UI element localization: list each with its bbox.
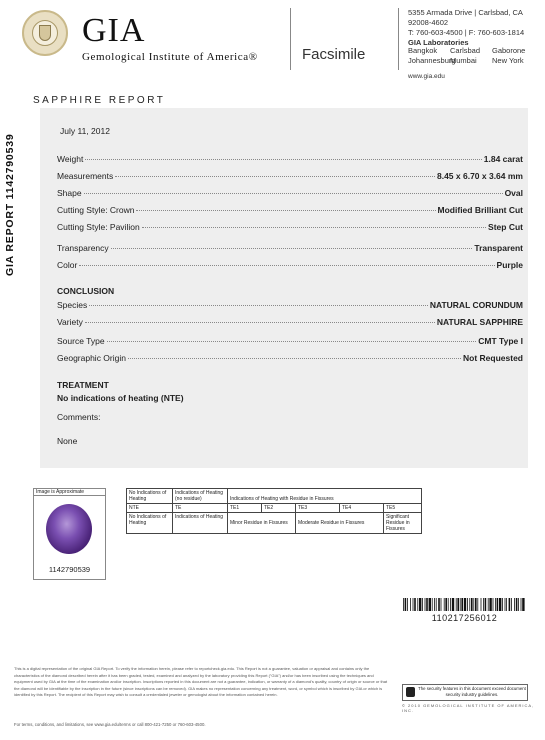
field-value: Transparent — [474, 243, 523, 253]
lab-cities — [408, 46, 534, 66]
terms-text: For terms, conditions, and limitations, see www.gia.edu/terms or call 800-421-7250 or 760-603-4500. — [14, 722, 206, 727]
sapphire-image — [46, 504, 92, 554]
treatment-value: No indications of heating (NTE) — [57, 393, 184, 403]
image-approx-label: Image is Approximate — [34, 489, 105, 496]
field-value: CMT Type I — [478, 336, 523, 346]
city: Carlsbad — [450, 46, 481, 55]
city: Bangkok — [408, 46, 438, 55]
city: Johannesburg — [408, 56, 456, 65]
field-weight — [57, 154, 523, 164]
disclaimer-text: This is a digital representation of the original GIA Report. To verify the information herein, please refer to reportcheck.gia.edu. This Report is not a guarantee, valuation or appraisal and contains only the characteristics of the diamond described herein after it has been graded, tested, examined and analyzed by the laboratory providing this Report ("GIA") and/or has been inscribed using the techniques and equipment used by GIA at the time of the examination and/or inscription. Inscriptions reported in this document are not a guarantee, indication, or warranty of a diamond's quality, country of origin or source or that the diamond will be identifiable by the inscription in the future (since inscriptions can be removed). GIA makes no representation concerning any treatment, word, or symbol which is inscribed by GIA or which is identified by this Report. The recipient of this Report may wish to consult a credentialed jeweler or gemologist about the information contained herein. — [14, 666, 388, 697]
heat-code: TE4 — [340, 504, 384, 513]
field-value: Not Requested — [463, 353, 523, 363]
heat-code: TE2 — [262, 504, 296, 513]
field-cutting-crown — [57, 205, 523, 215]
facsimile-label: Facsimile — [302, 46, 366, 63]
gia-seal-logo — [22, 10, 68, 56]
heat-desc: Moderate Residue in Fissures — [296, 513, 384, 534]
field-shape — [57, 188, 523, 198]
header-divider — [398, 8, 399, 70]
gia-logo-text: GIA — [82, 12, 146, 49]
field-cutting-pavilion — [57, 222, 523, 232]
comments-value: None — [57, 436, 78, 446]
field-value: NATURAL CORUNDUM — [429, 300, 523, 310]
field-label: Species — [57, 300, 88, 310]
heat-code: TE5 — [384, 504, 422, 513]
field-label: Cutting Style: Pavilion — [57, 222, 140, 232]
side-report-number — [4, 133, 18, 280]
website-link[interactable]: www.gia.edu — [408, 73, 445, 80]
copyright-text: © 2010 GEMOLOGICAL INSTITUTE OF AMERICA, INC. — [402, 703, 535, 713]
heat-desc: Significant Residue in Fissures — [384, 513, 422, 534]
heat-header: Indications of Heating (no residue) — [173, 489, 228, 504]
lock-icon — [406, 687, 415, 697]
barcode-number: 110217256012 — [431, 613, 498, 623]
conclusion-heading: CONCLUSION — [57, 286, 115, 296]
heat-desc: Indications of Heating — [173, 513, 228, 534]
field-label: Color — [57, 260, 78, 270]
city: New York — [492, 56, 524, 65]
heat-code: TE3 — [296, 504, 340, 513]
heat-desc: No Indications of Heating — [127, 513, 173, 534]
phone-line: T: 760-603-4500 | F: 760-603-1814 — [408, 28, 525, 37]
heat-header: Indications of Heating with Residue in Fissures — [228, 489, 422, 504]
field-label: Geographic Origin — [57, 353, 126, 363]
heat-code: TE — [173, 504, 228, 513]
field-label: Weight — [57, 154, 84, 164]
treatment-heading: TREATMENT — [57, 380, 109, 390]
header-divider — [290, 8, 291, 70]
field-measurements — [57, 171, 523, 181]
field-color — [57, 260, 523, 270]
heat-desc: Minor Residue in Fissures — [228, 513, 296, 534]
field-label: Shape — [57, 188, 82, 198]
heat-code: TE1 — [228, 504, 262, 513]
field-value: 8.45 x 6.70 x 3.64 mm — [436, 171, 523, 181]
side-report-number-text: GIA REPORT 1142790539 — [4, 133, 16, 276]
comments-label: Comments: — [57, 412, 101, 422]
field-label: Cutting Style: Crown — [57, 205, 135, 215]
city: Gaborone — [492, 46, 526, 55]
field-label: Variety — [57, 317, 83, 327]
barcode — [403, 598, 526, 611]
institute-name: Gemological Institute of America® — [82, 51, 258, 63]
field-transparency — [57, 243, 523, 253]
field-label: Measurements — [57, 171, 114, 181]
city: Mumbai — [450, 56, 477, 65]
field-value: Purple — [496, 260, 523, 270]
field-value: Modified Brilliant Cut — [437, 205, 523, 215]
report-title: SAPPHIRE REPORT — [33, 95, 166, 106]
heat-header: No Indications of Heating — [127, 489, 173, 504]
field-label: Transparency — [57, 243, 109, 253]
address-line: 5355 Armada Drive | Carlsbad, CA 92008-4602 — [408, 8, 523, 27]
field-variety — [57, 317, 523, 327]
report-date: July 11, 2012 — [60, 126, 110, 136]
heat-code: NTE — [127, 504, 173, 513]
security-notice-text: The security features in this document exceed document security industry guidelines. — [418, 686, 526, 697]
heating-key-table — [126, 488, 422, 534]
field-value: Oval — [504, 188, 523, 198]
field-geographic-origin — [57, 353, 523, 363]
address-block — [408, 8, 545, 48]
field-value: 1.84 carat — [483, 154, 523, 164]
image-report-number: 1142790539 — [48, 565, 91, 574]
field-species — [57, 300, 523, 310]
field-source-type — [57, 336, 523, 346]
labs-title: GIA Laboratories — [408, 38, 469, 47]
field-value: Step Cut — [488, 222, 523, 232]
field-value: NATURAL SAPPHIRE — [436, 317, 523, 327]
field-label: Source Type — [57, 336, 105, 346]
